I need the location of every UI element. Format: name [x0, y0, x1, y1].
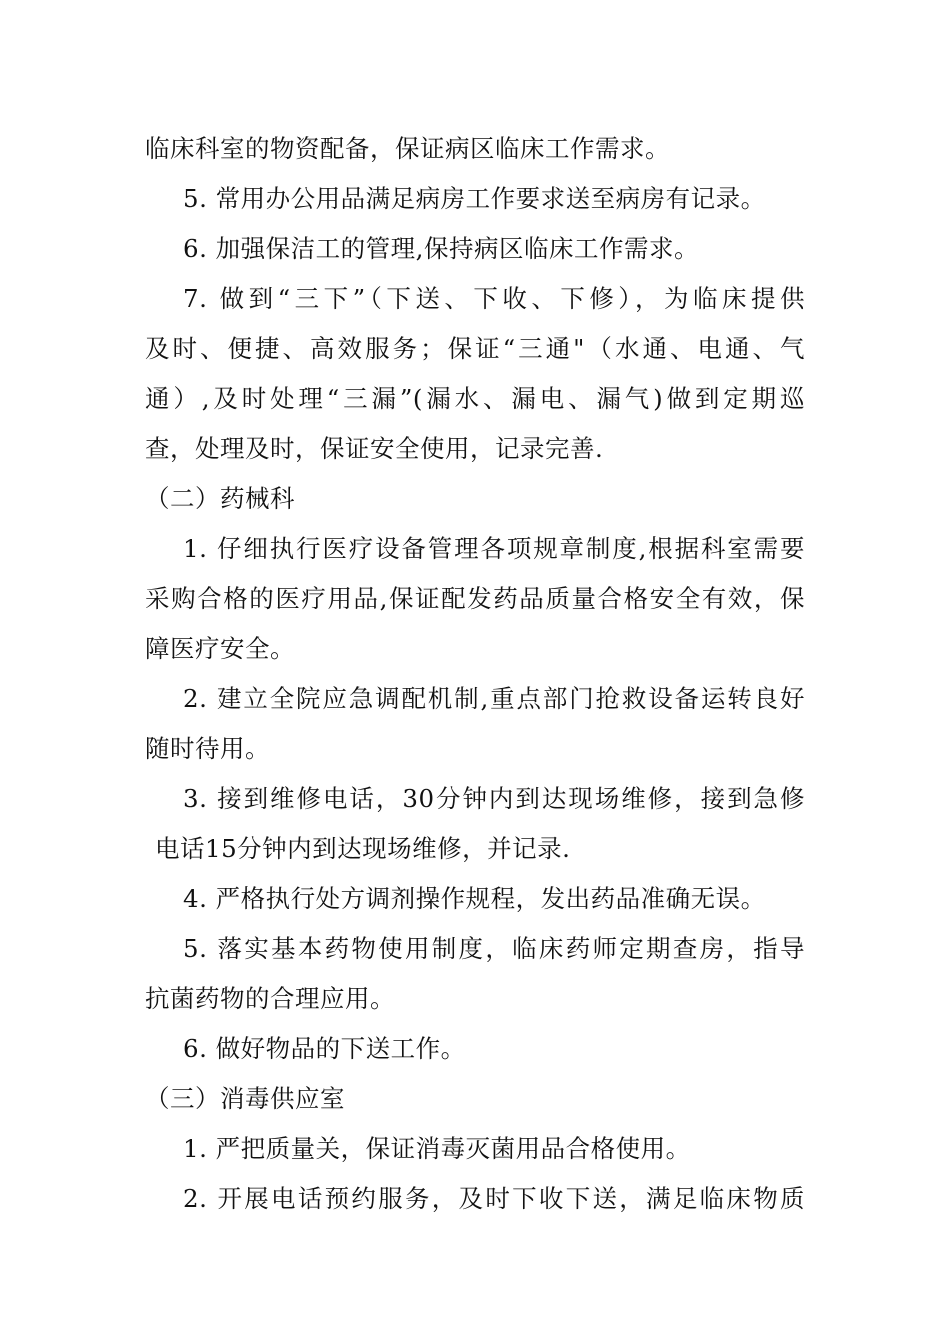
list-item-line: 6. 做好物品的下送工作。 — [183, 1034, 466, 1063]
paragraph-line: 及时、便捷、高效服务；保证“三通"（水通、电通、气 — [145, 334, 805, 363]
paragraph-line: 电话15分钟内到达现场维修，并记录. — [155, 834, 571, 863]
list-item-line: 1. 严把质量关，保证消毒灭菌用品合格使用。 — [183, 1134, 691, 1163]
list-item-line: 4. 严格执行处方调剂操作规程，发出药品准确无误。 — [183, 884, 766, 913]
list-item-line: 2. 开展电话预约服务，及时下收下送，满足临床物质 — [183, 1184, 805, 1213]
list-item-line: 5. 常用办公用品满足病房工作要求送至病房有记录。 — [183, 184, 766, 213]
paragraph-line: 障医疗安全。 — [145, 634, 295, 663]
list-item-line: 6. 加强保洁工的管理,保持病区临床工作需求。 — [183, 234, 699, 263]
section-heading: （二）药械科 — [145, 484, 295, 513]
section-heading: （三）消毒供应室 — [145, 1084, 345, 1113]
paragraph-line: 随时待用。 — [145, 734, 270, 763]
paragraph-line: 采购合格的医疗用品,保证配发药品质量合格安全有效，保 — [145, 584, 805, 613]
paragraph-line: 查，处理及时，保证安全使用，记录完善. — [145, 434, 604, 463]
paragraph-line: 通）,及时处理“三漏”(漏水、漏电、漏气)做到定期巡 — [145, 384, 805, 413]
list-item-line: 2. 建立全院应急调配机制,重点部门抢救设备运转良好 — [183, 684, 805, 713]
list-item-line: 3. 接到维修电话，30分钟内到达现场维修，接到急修 — [183, 784, 805, 813]
list-item-line: 5. 落实基本药物使用制度，临床药师定期查房，指导 — [183, 934, 805, 963]
list-item-line: 7. 做到“三下”（下送、下收、下修），为临床提供 — [183, 284, 805, 313]
paragraph-line: 抗菌药物的合理应用。 — [145, 984, 395, 1013]
paragraph-line: 临床科室的物资配备，保证病区临床工作需求。 — [145, 134, 670, 163]
list-item-line: 1. 仔细执行医疗设备管理各项规章制度,根据科室需要 — [183, 534, 805, 563]
